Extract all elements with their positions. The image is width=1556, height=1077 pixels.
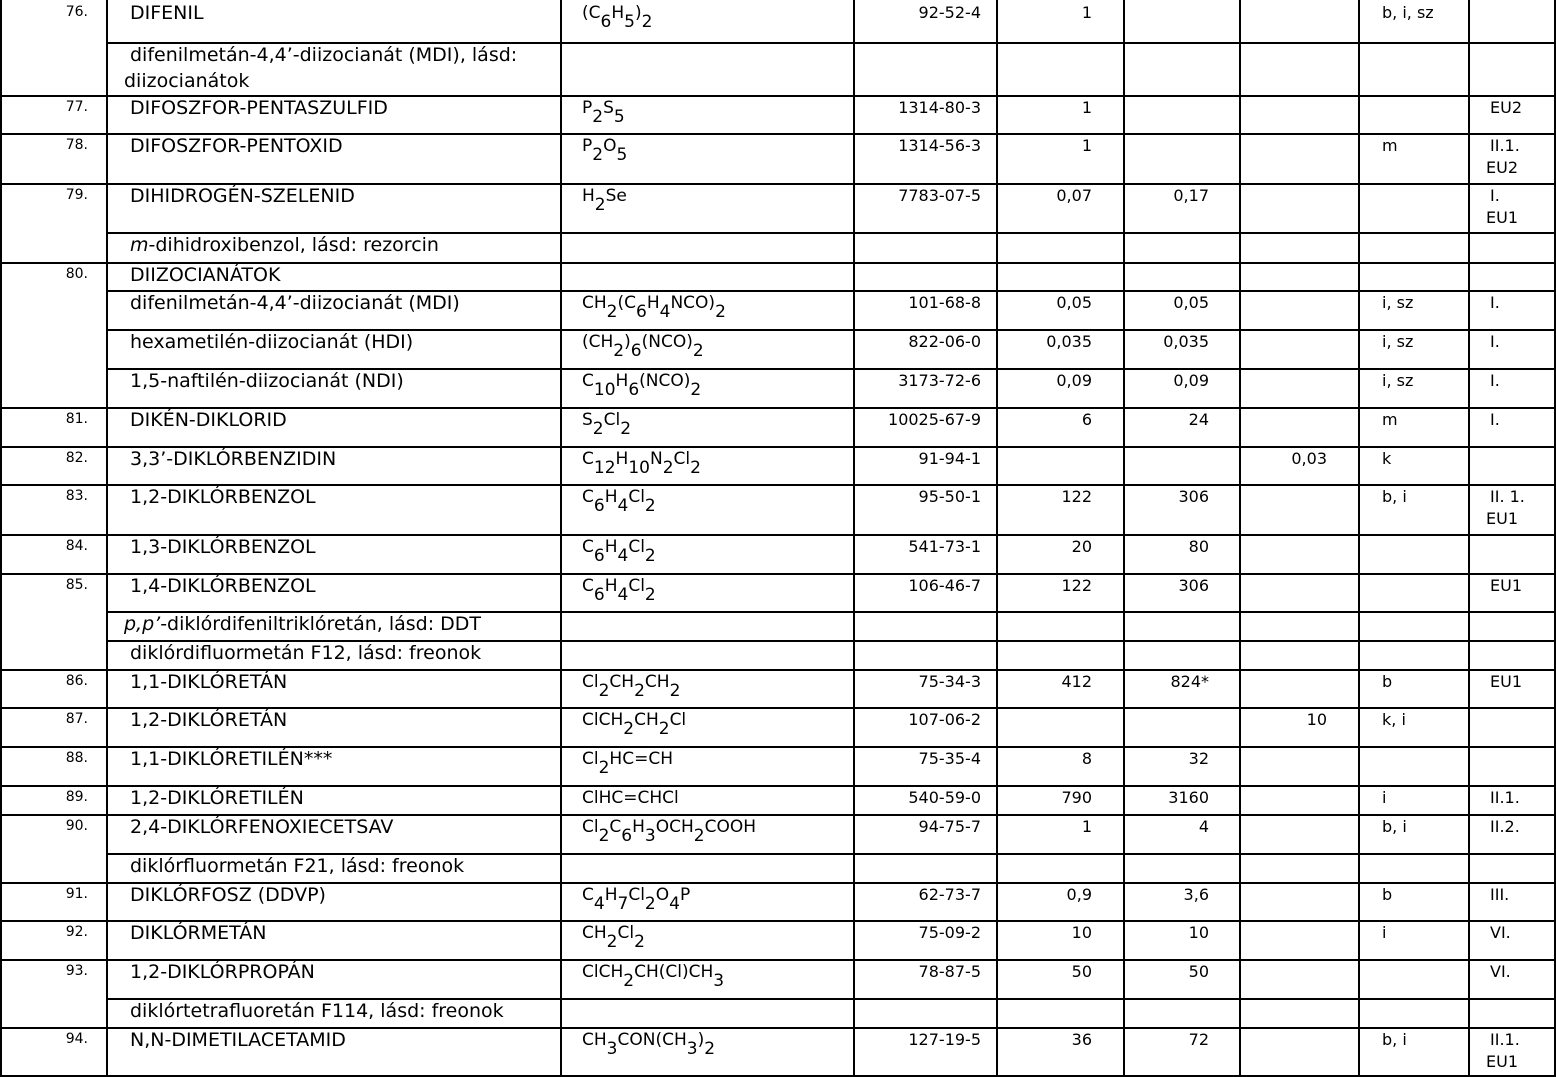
column-divider [0,0,2,1077]
limit-value-2: 0,05 [1173,293,1209,312]
limit-value-1: 1 [1081,136,1092,155]
column-divider [1358,0,1360,1077]
reference: I. [1490,186,1500,205]
chemical-formula: C4H7Cl2O4P [582,885,691,915]
chemical-formula: ClCH2CH2Cl [582,710,687,740]
reference: EU2 [1490,98,1522,117]
row-number: 88. [65,750,88,766]
notes: b [1382,672,1393,691]
limit-value-2: 306 [1178,487,1209,506]
reference: I. [1490,410,1500,429]
cas-number: 540-59-0 [908,788,981,807]
chemical-formula: P2S5 [582,98,625,128]
reference: I. [1490,293,1500,312]
notes: i [1382,788,1387,807]
notes: b [1382,885,1393,904]
chemical-formula: C6H4Cl2 [582,576,656,606]
chemical-formula: C6H4Cl2 [582,487,656,517]
limit-value-1: 20 [1071,537,1092,556]
substance-name: 1,2-DIKLÓRBENZOL [130,486,316,508]
cas-number: 101-68-8 [908,293,981,312]
cas-number: 94-75-7 [918,817,981,836]
name-italic-prefix: p,p’ [124,613,161,635]
notes: b, i, sz [1382,3,1434,22]
row-number: 81. [65,411,88,427]
cas-number: 7783-07-5 [898,186,981,205]
limit-value-2: 824* [1170,672,1209,691]
cas-number: 3173-72-6 [898,371,981,390]
substance-name: 1,1-DIKLÓRETILÉN*** [130,748,333,770]
substance-name: 1,4-DIKLÓRBENZOL [130,575,316,597]
reference: II. 1. [1490,487,1525,506]
chemical-formula: H2Se [582,186,627,216]
row-number: 79. [65,187,88,203]
cas-number: 75-34-3 [918,672,981,691]
column-divider [106,0,108,1077]
substance-name [124,615,481,634]
limit-value-3: 10 [1306,710,1327,729]
substance-name-continued: diizocianátok [124,70,250,92]
limit-value-1: 1 [1081,98,1092,117]
row-number: 80. [65,266,88,282]
column-divider [560,0,562,1077]
reference: I. [1490,332,1500,351]
row-number: 90. [65,818,88,834]
cas-number: 822-06-0 [908,332,981,351]
chemical-formula: ClHC=CHCl [582,788,679,808]
reference-continued: EU2 [1486,158,1518,177]
cas-number: 107-06-2 [908,710,981,729]
chemical-formula: C12H10N2Cl2 [582,449,701,479]
substance-name: 1,2-DIKLÓRETILÉN [130,787,304,809]
limit-value-2: 4 [1198,817,1209,836]
limit-value-2: 3,6 [1183,885,1209,904]
row-number: 78. [65,137,88,153]
notes: m [1382,410,1398,429]
name-italic-prefix: m [130,234,149,256]
notes: b, i [1382,817,1407,836]
notes: b, i [1382,487,1407,506]
limit-value-1: 1 [1081,3,1092,22]
chemical-formula: (CH2)6(NCO)2 [582,332,704,362]
chemical-formula: Cl2C6H3OCH2COOH [582,817,757,847]
reference: VI. [1490,923,1511,942]
substance-name: hexametilén-diizocianát (HDI) [130,331,414,353]
limit-value-2: 10 [1188,923,1209,942]
notes: k [1382,449,1392,468]
reference: III. [1490,885,1510,904]
name-text: -dihidroxibenzol, lásd: rezorcin [148,234,439,256]
limit-value-2: 24 [1188,410,1209,429]
limit-value-1: 122 [1061,487,1092,506]
cas-number: 78-87-5 [918,962,981,981]
chemical-formula: CH2Cl2 [582,923,645,953]
notes: i, sz [1382,293,1414,312]
row-number: 85. [65,577,88,593]
cas-number: 127-19-5 [908,1030,981,1049]
reference-continued: EU1 [1486,1052,1518,1071]
reference-continued: EU1 [1486,208,1518,227]
notes: i, sz [1382,371,1414,390]
limit-value-2: 72 [1188,1030,1209,1049]
chemical-formula: CH3CON(CH3)2 [582,1030,716,1060]
limit-value-2: 306 [1178,576,1209,595]
chemical-formula: Cl2CH2CH2 [582,672,681,702]
row-number: 84. [65,538,88,554]
cas-number: 10025-67-9 [888,410,981,429]
cas-number: 106-46-7 [908,576,981,595]
chemical-formula: P2O5 [582,136,628,166]
reference: EU1 [1490,672,1522,691]
column-divider [1239,0,1241,1077]
notes: b, i [1382,1030,1407,1049]
limit-value-2: 32 [1188,749,1209,768]
substance-name: N,N-DIMETILACETAMID [130,1029,346,1051]
chemical-formula: CH2(C6H4NCO)2 [582,293,726,323]
limit-value-2: 50 [1188,962,1209,981]
row-number: 86. [65,673,88,689]
chemical-formula: C10H6(NCO)2 [582,371,702,401]
substance-name: difenilmetán-4,4’-diizocianát (MDI), lásd: [130,44,518,66]
limit-value-1: 412 [1061,672,1092,691]
reference: EU1 [1490,576,1522,595]
limit-value-2: 3160 [1168,788,1209,807]
cas-number: 62-73-7 [918,885,981,904]
substance-name: 1,5-naftilén-diizocianát (NDI) [130,370,404,392]
substance-name: 1,1-DIKLÓRETÁN [130,671,288,693]
reference-continued: EU1 [1486,509,1518,528]
name-text: -diklórdifeniltriklóretán, lásd: DDT [160,613,482,635]
substance-name: 1,2-DIKLÓRPROPÁN [130,961,315,983]
limit-value-1: 36 [1071,1030,1092,1049]
substance-name: diklórtetrafluoretán F114, lásd: freonok [130,1000,504,1022]
limit-value-1: 790 [1061,788,1092,807]
notes: i, sz [1382,332,1414,351]
limit-value-1: 0,9 [1066,885,1092,904]
row-number: 76. [65,4,88,20]
row-number: 87. [65,711,88,727]
substance-name: diklórdifluormetán F12, lásd: freonok [130,642,482,664]
reference: VI. [1490,962,1511,981]
chemical-formula: Cl2HC=CH [582,749,673,779]
cas-number: 92-52-4 [918,3,981,22]
row-number: 94. [65,1031,88,1047]
row-number: 93. [65,963,88,979]
limit-value-1: 122 [1061,576,1092,595]
substance-name: difenilmetán-4,4’-diizocianát (MDI) [130,292,460,314]
notes: i [1382,923,1387,942]
substance-name: 2,4-DIKLÓRFENOXIECETSAV [130,816,394,838]
substance-name: DIHIDROGÉN-SZELENID [130,185,355,207]
row-number: 92. [65,924,88,940]
substance-name: DIKLÓRMETÁN [130,922,267,944]
limit-value-2: 0,09 [1173,371,1209,390]
cas-number: 1314-80-3 [898,98,981,117]
row-number: 83. [65,488,88,504]
substance-name: DIKÉN-DIKLORID [130,409,287,431]
limit-value-1: 0,07 [1056,186,1092,205]
limit-value-1: 50 [1071,962,1092,981]
row-number: 91. [65,886,88,902]
limit-value-1: 0,05 [1056,293,1092,312]
substance-name: 3,3’-DIKLÓRBENZIDIN [130,448,337,470]
limit-value-1: 1 [1081,817,1092,836]
substance-name: DIFOSZFOR-PENTOXID [130,135,343,157]
limit-value-1: 10 [1071,923,1092,942]
chemical-formula: S2Cl2 [582,410,632,440]
column-divider [1468,0,1470,1077]
notes: m [1382,136,1398,155]
substance-name: 1,2-DIKLÓRETÁN [130,709,288,731]
limit-value-3: 0,03 [1291,449,1327,468]
reference: II.2. [1490,817,1520,836]
chemical-formula: C6H4Cl2 [582,537,656,567]
cas-number: 541-73-1 [908,537,981,556]
reference: II.1. [1490,1030,1520,1049]
substance-name: diklórfluormetán F21, lásd: freonok [130,855,465,877]
cas-number: 1314-56-3 [898,136,981,155]
row-number: 82. [65,450,88,466]
chemical-formula: (C6H5)2 [582,3,653,33]
substance-name: DIKLÓRFOSZ (DDVP) [130,884,326,906]
limit-value-1: 0,09 [1056,371,1092,390]
reference: II.1. [1490,788,1520,807]
cas-number: 75-35-4 [918,749,981,768]
limit-value-2: 0,17 [1173,186,1209,205]
chemical-formula: ClCH2CH(Cl)CH3 [582,962,725,992]
substance-name: DIIZOCIANÁTOK [130,264,281,286]
cas-number: 95-50-1 [918,487,981,506]
substance-name: 1,3-DIKLÓRBENZOL [130,536,316,558]
limit-value-2: 80 [1188,537,1209,556]
reference: I. [1490,371,1500,390]
notes: k, i [1382,710,1406,729]
cas-number: 75-09-2 [918,923,981,942]
cas-number: 91-94-1 [918,449,981,468]
limit-value-1: 6 [1081,410,1092,429]
row-number: 77. [65,99,88,115]
substance-name: DIFENIL [130,2,204,24]
row-number: 89. [65,789,88,805]
limit-value-1: 0,035 [1046,332,1092,351]
limit-value-1: 8 [1081,749,1092,768]
substance-name [130,236,439,255]
substance-name: DIFOSZFOR-PENTASZULFID [130,97,388,119]
limit-value-2: 0,035 [1163,332,1209,351]
reference: II.1. [1490,136,1520,155]
